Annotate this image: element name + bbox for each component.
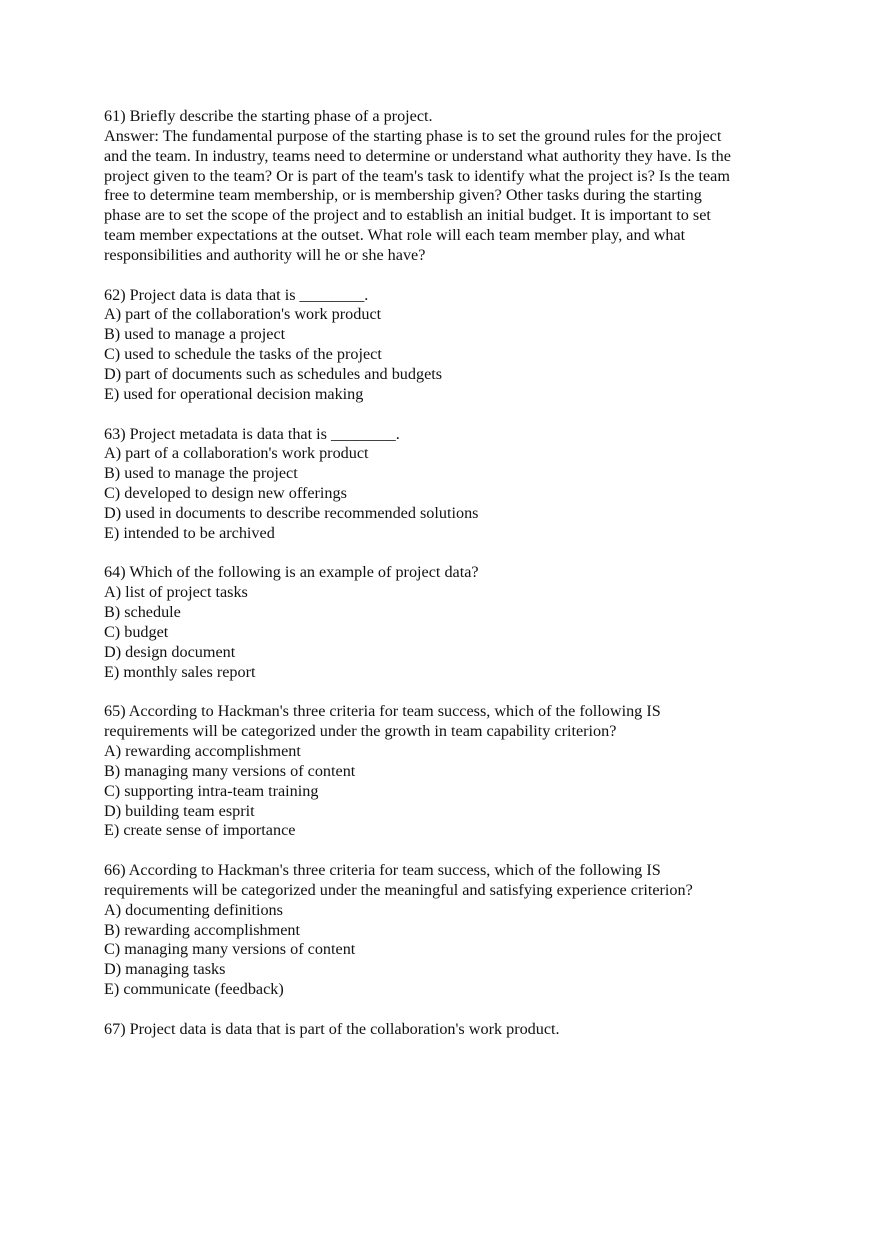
answer-text-line: project given to the team? Or is part of the team's task to identify what the project is? Is the team	[104, 166, 730, 185]
option-e: E) used for operational decision making	[104, 384, 364, 403]
question-stem: 65) According to Hackman's three criteria for team success, which of the following IS	[104, 702, 661, 721]
answer-text-line: free to determine team membership, or is membership given? Other tasks during the starting	[104, 186, 702, 205]
question-67	[104, 1020, 784, 1040]
question-stem: 64) Which of the following is an example of project data?	[104, 563, 479, 582]
option-e: E) intended to be archived	[104, 523, 275, 542]
option-e: E) monthly sales report	[104, 662, 256, 681]
option-c: C) budget	[104, 622, 169, 641]
question-stem: 62) Project data is data that is ________.	[104, 285, 369, 304]
option-a: A) rewarding accomplishment	[104, 742, 301, 760]
option-d: D) part of documents such as schedules and budgets	[104, 364, 443, 383]
question-62	[104, 286, 784, 405]
option-b: B) rewarding accomplishment	[104, 920, 300, 939]
option-b: B) used to manage a project	[104, 325, 286, 344]
answer-text-line: team member expectations at the outset. What role will each team member play, and what	[104, 226, 686, 245]
option-c: C) managing many versions of content	[104, 940, 356, 959]
question-66	[104, 861, 784, 1000]
answer-text-line: Answer: The fundamental purpose of the starting phase is to set the ground rules for the project	[104, 126, 722, 145]
answer-text-line: phase are to set the scope of the project and to establish an initial budget. It is important to set	[104, 206, 711, 225]
option-b: B) managing many versions of content	[104, 761, 356, 780]
question-stem: requirements will be categorized under the growth in team capability criterion?	[104, 722, 617, 741]
option-c: C) supporting intra-team training	[104, 781, 319, 800]
answer-text-line: responsibilities and authority will he or she have?	[104, 245, 426, 264]
option-b: B) schedule	[104, 603, 181, 622]
option-d: D) managing tasks	[104, 960, 226, 979]
option-d: D) building team esprit	[104, 801, 255, 820]
option-a: A) documenting definitions	[104, 900, 283, 919]
option-a: A) list of project tasks	[104, 583, 248, 602]
question-63	[104, 425, 784, 544]
option-a: A) part of a collaboration's work product	[104, 444, 369, 463]
answer-text-line: and the team. In industry, teams need to determine or understand what authority they have. Is the	[104, 146, 731, 165]
option-c: C) developed to design new offerings	[104, 484, 347, 503]
question-65	[104, 702, 784, 841]
option-c: C) used to schedule the tasks of the project	[104, 345, 382, 364]
question-64	[104, 563, 784, 682]
option-a: A) part of the collaboration's work product	[104, 305, 382, 324]
question-61	[104, 107, 784, 266]
option-d: D) used in documents to describe recommended solutions	[104, 503, 479, 522]
option-b: B) used to manage the project	[104, 464, 298, 483]
option-e: E) communicate (feedback)	[104, 980, 284, 999]
question-stem: 63) Project metadata is data that is ________.	[104, 424, 400, 443]
question-stem: 61) Briefly describe the starting phase of a project.	[104, 107, 433, 125]
option-d: D) design document	[104, 642, 236, 661]
question-stem: requirements will be categorized under the meaningful and satisfying experience criterion?	[104, 880, 693, 899]
option-e: E) create sense of importance	[104, 821, 296, 840]
question-stem: 66) According to Hackman's three criteria for team success, which of the following IS	[104, 861, 661, 880]
document-page	[104, 107, 784, 1060]
question-stem: 67) Project data is data that is part of the collaboration's work product.	[104, 1019, 560, 1038]
